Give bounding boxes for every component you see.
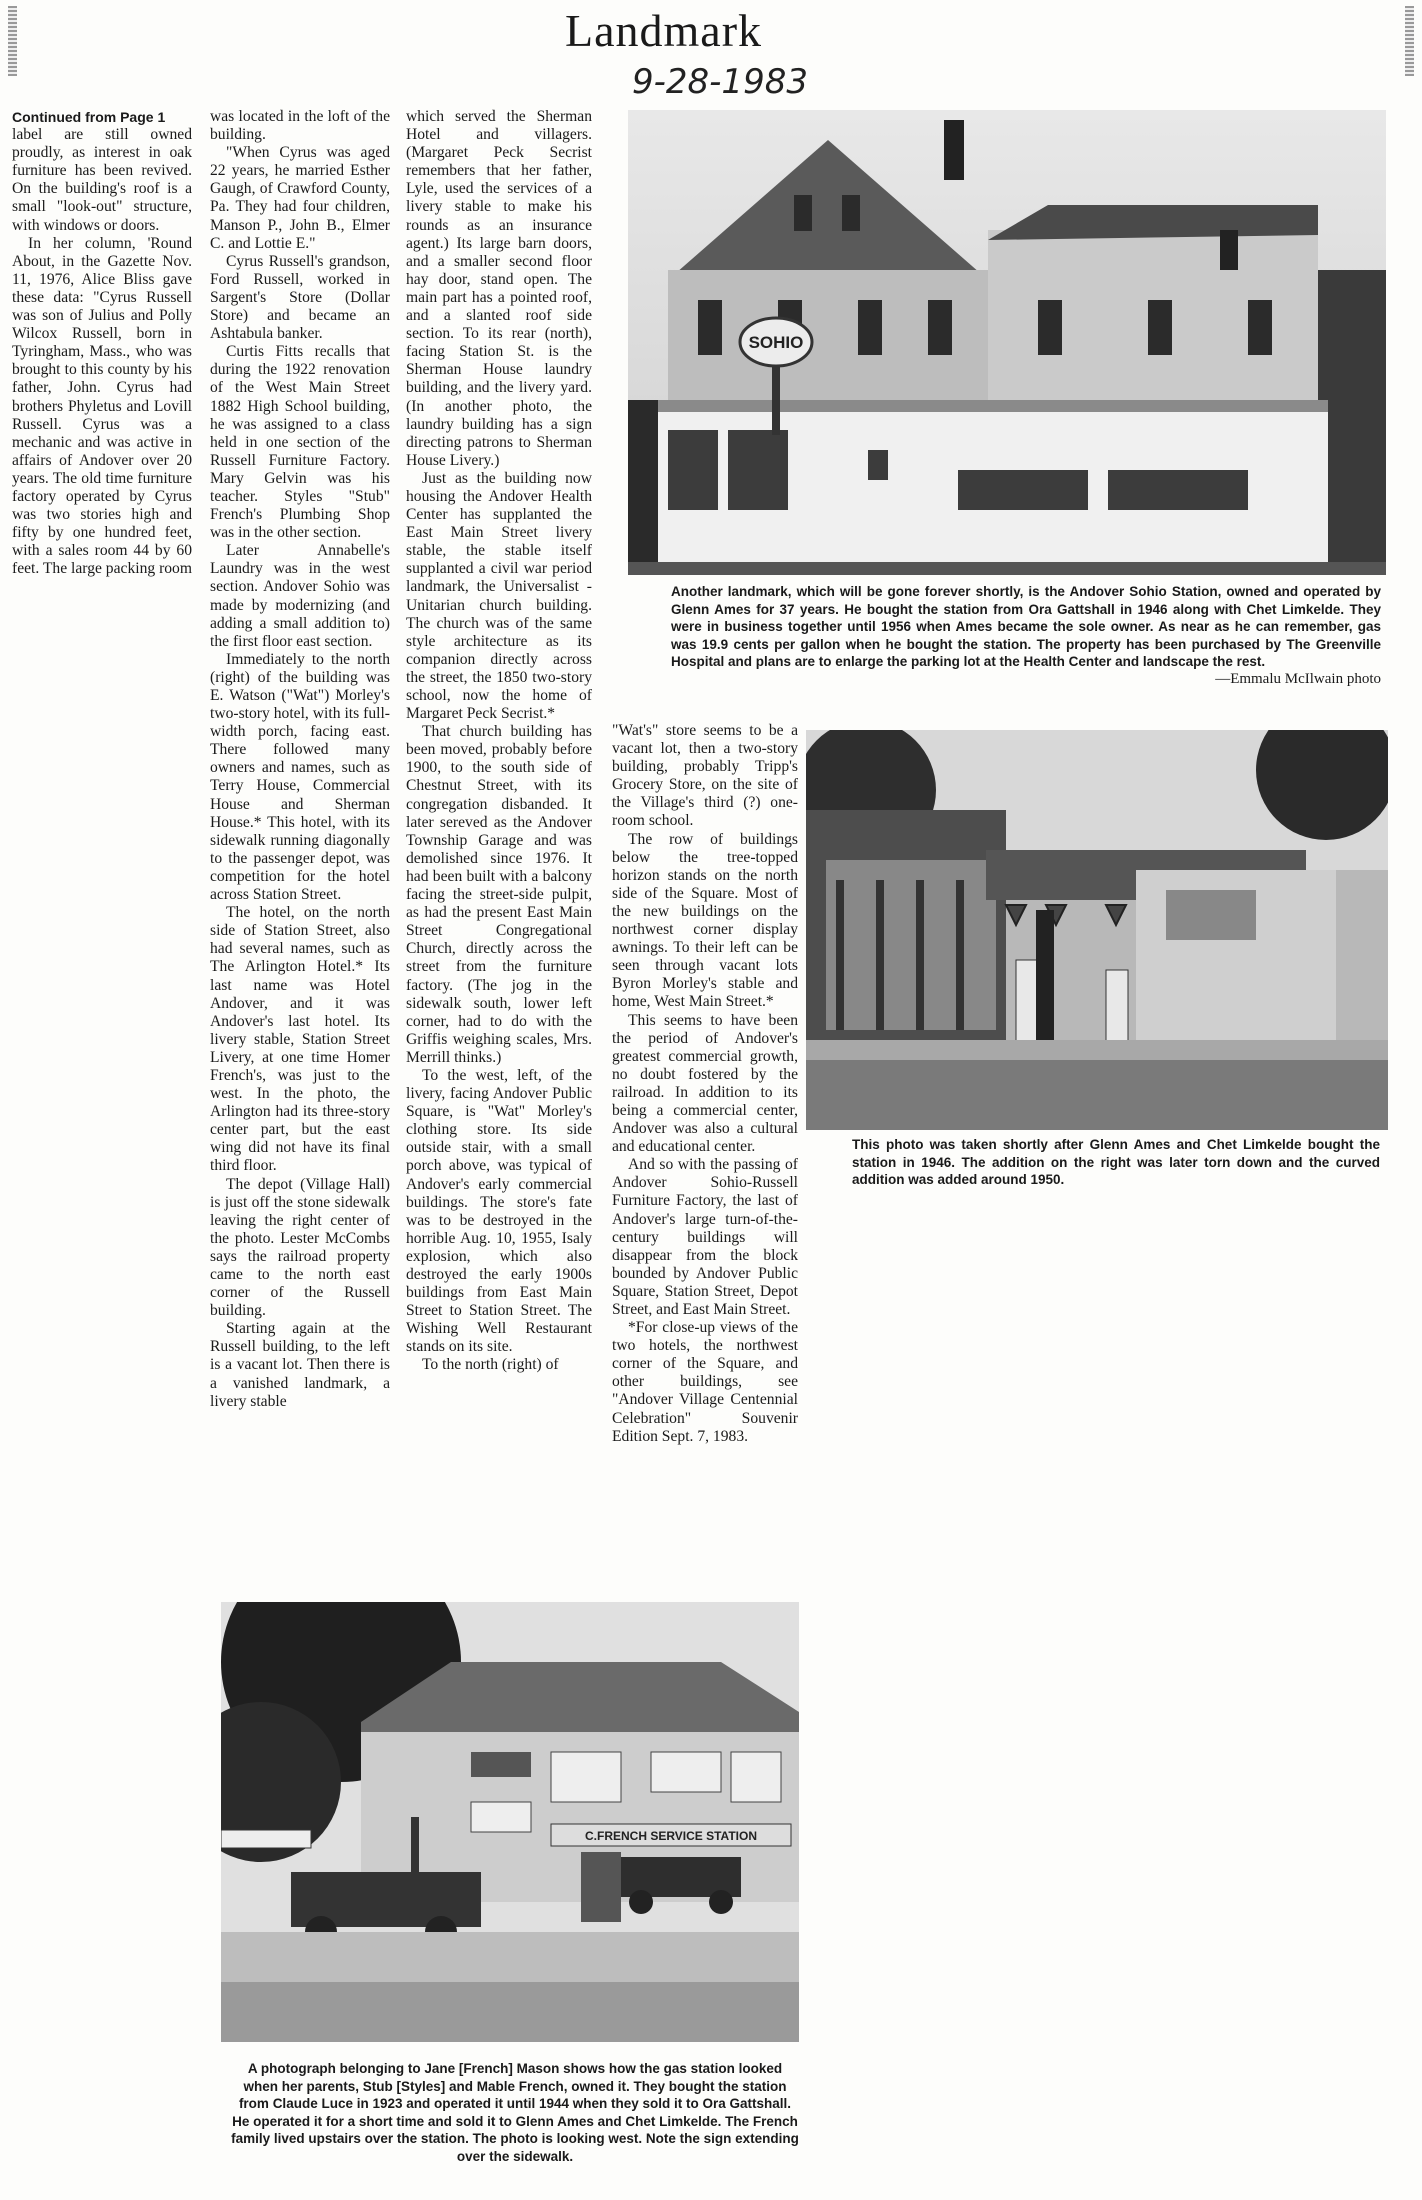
paragraph: Curtis Fitts recalls that during the 1922 renovation of the West Main Street 1882 High School building, he was assigned to a class held in one section of the Russell Furniture Factory. Mary Gelvin was his teacher. Styles "Stub" French's Plumbing Shop was in the other section. xyxy=(210,343,390,542)
paragraph: The row of buildings below the tree-topped horizon stands on the north side of the Square. Most of the new buildings on the northwest corner display awnings. To their left can be seen through vacant lots Byron Morley's stable and home, West Main Street.* xyxy=(612,830,798,1011)
paragraph: Starting again at the Russell building, to the left is a vacant lot. Then there is a vanished landmark, a livery stable xyxy=(210,1320,390,1410)
article-column-3 xyxy=(406,108,592,1375)
article-column-2 xyxy=(210,108,390,1411)
paragraph: which served the Sherman Hotel and villagers. (Margaret Peck Secrist remembers that her father, Lyle, used the services of a livery stable to make his rounds as an insurance agent.) Its large barn doors, and a smaller second floor hay door, stand open. The main part has a pointed roof, and a slanted roof side section. To its rear (north), facing Station St. is the Sherman House laundry building, and the livery yard. (In another photo, the laundry building has a sign directing patrons to Sherman House Livery.) xyxy=(406,108,592,469)
french-station-sign: C.FRENCH SERVICE STATION xyxy=(584,1829,758,1843)
paragraph: "When Cyrus was aged 22 years, he married Esther Gaugh, of Crawford County, Pa. They had four children, Manson P., John B., Elmer C. and Lottie E." xyxy=(210,144,390,252)
paragraph: Just as the building now housing the Andover Health Center has supplanted the East Main Street livery stable, the stable itself supplanted a civil war period landmark, the Universalist - Unitarian church building. The church was of the same style architecture as its companion directly across the street, the 1850 two-story school, now the home of Margaret Peck Secrist.* xyxy=(406,469,592,723)
article-column-1 xyxy=(12,108,192,578)
paragraph: Immediately to the north (right) of the building was E. Watson ("Wat") Morley's two-story hotel, with its full-width porch, facing east. There followed many owners and names, such as Terry House, Commercial House and Sherman House.* This hotel, with its sidewalk running diagonally to the passenger depot, was competition for the hotel across Station Street. xyxy=(210,650,390,904)
photo-french-station xyxy=(221,1602,799,2042)
sohio-station-image xyxy=(628,110,1386,575)
sohio-sign: SOHIO xyxy=(748,333,804,352)
photo-1946-station xyxy=(806,730,1388,1130)
caption-sohio-station xyxy=(671,583,1381,688)
paragraph: In her column, 'Round About, in the Gazette Nov. 11, 1976, Alice Bliss gave these data: "Cyrus Russell was son of Julius and Polly Wilcox Russell, born in Tyringham, Mass., who was brought to this county by his father, John. Cyrus had brothers Phyletus and Lovill Russell. Cyrus was a mechanic and was active in affairs of Andover over 20 years. The old time furniture factory operated by Cyrus was two stories high and fifty by one hundred feet, with a sales room 44 by 60 feet. The large packing room xyxy=(12,234,192,578)
french-station-image xyxy=(221,1602,799,2042)
caption-french-station xyxy=(230,2060,800,2165)
paragraph: was located in the loft of the building. xyxy=(210,108,390,144)
handwritten-date: 9-28-1983 xyxy=(632,62,808,102)
paragraph: The hotel, on the north side of Station Street, also had several names, such as The Arlington Hotel.* Its last name was Hotel Andover, and it was Andover's last hotel. Its livery stable, Station Street Livery, at one time Homer French's, was just to the west. In the photo, the Arlington had its three-story center part, but the east wing did not have its final third floor. xyxy=(210,904,390,1175)
paragraph: "Wat's" store seems to be a vacant lot, then a two-story building, probably Tripp's Grocery Store, on the site of the Village's third (?) one-room school. xyxy=(612,722,798,830)
paragraph: To the north (right) of xyxy=(422,1356,559,1374)
caption-1946-station xyxy=(852,1136,1380,1189)
article-column-4 xyxy=(612,722,798,1446)
caption-text: This photo was taken shortly after Glenn Ames and Chet Limkelde bought the station in 1946. The addition on the right was later torn down and the curved addition was added around 1950. xyxy=(852,1137,1380,1187)
station-1946-image xyxy=(806,730,1388,1130)
paragraph: This seems to have been the period of Andover's greatest commercial growth, no doubt fostered by the railroad. In addition to its being a commercial center, Andover was also a cultural and educational center. xyxy=(612,1011,798,1156)
scan-edge-right xyxy=(1405,6,1414,76)
photo-credit: —Emmalu McIlwain photo xyxy=(1215,670,1381,687)
photo-sohio-station xyxy=(628,110,1386,575)
continued-label: Continued from Page 1 xyxy=(12,109,166,125)
paragraph: Later Annabelle's Laundry was in the west section. Andover Sohio was made by modernizing (and adding a small addition to) the first floor east section. xyxy=(210,542,390,650)
paragraph: label are still owned proudly, as interest in oak furniture has been revived. On the building's roof is a small "look-out" structure, with windows or doors. xyxy=(12,126,192,234)
page-title: Landmark xyxy=(565,5,763,56)
paragraph: And so with the passing of Andover Sohio-Russell Furniture Factory, the last of Andover's large turn-of-the-century buildings will disappear from the block bounded by Andover Public Square, Station Street, Depot Street, and East Main Street. xyxy=(612,1156,798,1318)
paragraph: That church building has been moved, probably before 1900, to the south side of Chestnut Street, with its congregation disbanded. It later sereved as the Andover Township Garage and was demolished since 1976. It had been built with a balcony facing the street-side pulpit, as had the present East Main Street Congregational Church, directly across the street from the furniture factory. (The jog in the sidewalk south, lower left corner, had to do with the Griffis weighing scales, Mrs. Merrill thinks.) xyxy=(406,723,592,1066)
scan-edge-left xyxy=(8,6,17,76)
caption-text: Another landmark, which will be gone forever shortly, is the Andover Sohio Station, owned and operated by Glenn Ames for 37 years. He bought the station from Ora Gattshall in 1946 along with Chet Limkelde. They were in business together until 1956 when Ames became the sole owner. As near as he can remember, gas was 19.9 cents per gallon when he bought the station. The property has been purchased by The Greenville Hospital and plans are to enlarge the parking lot at the Health Center and landscape the rest. xyxy=(671,584,1381,669)
paragraph: To the west, left, of the livery, facing Andover Public Square, is "Wat" Morley's clothing store. Its side outside stair, with a small porch above, was typical of Andover's early commercial buildings. The store's fate was to be destroyed in the horrible Aug. 10, 1955, Isaly explosion, which also destroyed the early 1900s buildings from East Main Street to Station Street. The Wishing Well Restaurant stands on its site. xyxy=(406,1066,592,1356)
caption-text: A photograph belonging to Jane [French] Mason shows how the gas station looked when her parents, Stub [Styles] and Mable French, owned it. They bought the station from Claude Luce in 1923 and operated it until 1944 when they sold it to Ora Gattshall. He operated it for a short time and sold it to Glenn Ames and Chet Limkelde. The French family lived upstairs over the station. The photo is looking west. Note the sign extending over the sidewalk. xyxy=(231,2061,799,2164)
paragraph: The depot (Village Hall) is just off the stone sidewalk leaving the right center of the photo. Lester McCombs says the railroad property came to the north east corner of the Russell building. xyxy=(210,1175,390,1320)
paragraph: Cyrus Russell's grandson, Ford Russell, worked in Sargent's Store (Dollar Store) and became an Ashtabula banker. xyxy=(210,252,390,343)
paragraph: *For close-up views of the two hotels, the northwest corner of the Square, and other buildings, see "Andover Village Centennial Celebration" Souvenir Edition Sept. 7, 1983. xyxy=(612,1319,798,1445)
